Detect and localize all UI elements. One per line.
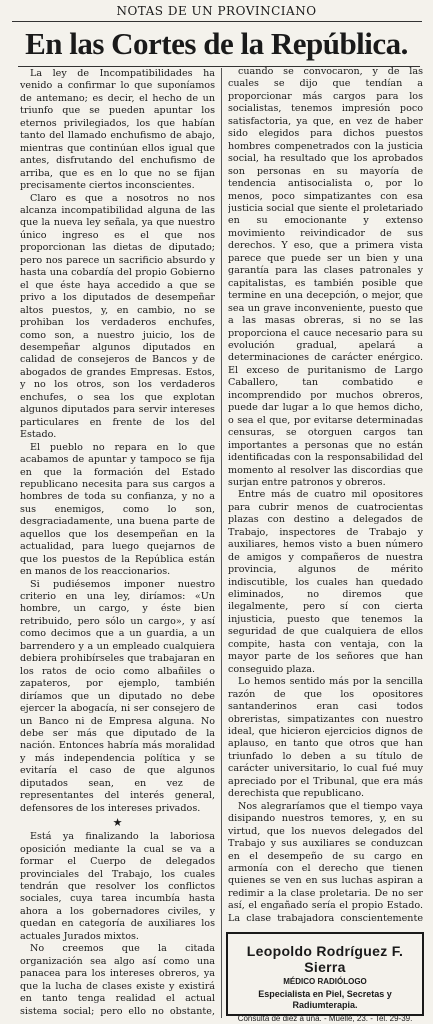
ad-specialty: Especialista en Piel, Secretas y Radiumterapia.: [258, 989, 392, 1010]
right-column: [228, 66, 423, 926]
paragraph: Lo hemos sentido más por la sencilla razón de que los opositores santanderinos eran casi todos obreristas, simpatizantes con nuestro ideal, que hicieron ejercicios dignos de aplauso, en tanto que otros que han triunfado lo deben a su título de carácter universitario, lo cual fué muy apreciado por el Tribunal, que era más derechista que republicano.: [228, 676, 423, 800]
top-rule: [12, 21, 422, 22]
column-divider: [221, 68, 222, 1018]
ad-name: Leopoldo Rodríguez F. Sierra: [246, 943, 404, 975]
ad-address: Consulta de diez a una. - Muelle, 23. - Tel. 29-39.: [237, 1014, 413, 1023]
headline: En las Cortes de la República.: [25, 26, 408, 61]
kicker: NOTAS DE UN PROVINCIANO: [116, 4, 317, 18]
ad-title: MÉDICO RADIÓLOGO: [283, 977, 367, 986]
paragraph: Claro es que a nosotros no nos alcanza incompatibilidad alguna de las que la nueva ley señala, ya que nuestro único ingreso es el que nos proporcionan las dietas de diputado; pero nos parece un sacrificio absurdo y hasta una cobardía del propio Gobierno el que éste haya accedido a que se privo a los diputados de desempeñar altos puestos, y, en cambio, no se prohiban los verdaderos enchufes, como son, a nuestro juicio, los de desempeñar algunos diputados en calidad de consejeros de Bancos y de abogados de grandes Empresas. Estos, y no los otros, son los verdaderos enchufes, o sea los que explotan algunos diputados para servir intereses particulares en frente de los del Estado.: [20, 192, 215, 441]
paragraph: cuando se convocaron, y de las cuales se dijo que tendían a proporcionar más cargos para los socialistas, tenemos impresión poco satisfactoria, ya que, en vez de haber sido elegidos para dichos puestos hombres compenetrados con la justicia social, ha resultado que los aprobados son personas en su mayoría de tendencia antisocialista o, por lo menos, poco simpatizantes con esa justicia social que siente el proletariado en su emocionante y extenso movimiento reivindicador de sus derechos. Y eso, que a primera vista parece que puede ser un bien y una garantía para las clases patronales y capitalistas, es también posible que termine en una decepción, o mejor, que sea un grave inconveniente, puesto que a las masas obreras, si no se las proporciona el cauce necesario para su evolución gradual, apelará a determinaciones de carácter enérgico. El exceso de puritanismo de Largo Caballero, tan combatido e incomprendido por muchos obreros, puede dar lugar a lo que hemos dicho, o sea el que, por evitarse determinadas censuras, se otorguen cargos tan importantes a personas que no están identificadas con la responsabilidad del momento al resolver las discordias que surjan entre patronos y obreros.: [228, 66, 423, 488]
advertisement: [226, 932, 424, 1023]
star-separator: ★: [112, 816, 123, 830]
paragraph: Está ya finalizando la laboriosa oposición mediante la cual se va a formar el Cuerpo de delegados provinciales del Trabajo, los cuales tendrán que resolver los conflictos sociales, cuya tarea incumbía hasta ahora a los gobernadores civiles, y quedan en categoría de auxiliares los actuales Jurados mixtos.: [20, 831, 215, 942]
paragraph: Entre más de cuatro mil opositores para cubrir menos de cuatrocientas plazas con destino a delegados de Trabajo, inspectores de Trabajo y auxiliares, hemos visto a buen número de amigos y compañeros de nuestra provincia, algunos de mérito indiscutible, los cuales han quedado eliminados, no diremos que ilegalmente, pero sí con cierta injusticia, puesto que tenemos la seguridad de que cualquiera de ellos compite, hasta con ventaja, con la mayor parte de los señores que han conseguido plaza.: [228, 489, 423, 675]
paragraph: Nos alegraríamos que el tiempo vaya disipando nuestros temores, y, en su virtud, que los nuevos delegados del Trabajo y sus auxiliares se conduzcan en el desempeño de su cargo en armonía con el derecho que tienen quienes se ven en sus luchas aspiran a redimir a la clase proletaria. De no ser así, el engañado sería el propio Estado. La clase trabajadora conscientemente: [228, 800, 423, 924]
left-column: [20, 68, 215, 1018]
paragraph: La ley de Incompatibilidades ha venido a confirmar lo que suponíamos de antemano; es decir, el hecho de un triunfo que se pueden apuntar los eternos privilegiados, los que habían tanto del llamado enchufismo de abajo, mientras que continúan ellos igual que antes, disfrutando del enchufismo de arriba, que es en lo que no se fijan precisamente ciertos inconscientes.: [20, 68, 215, 192]
paragraph: Si pudiésemos imponer nuestro criterio en una ley, diríamos: «Un hombre, un cargo, y éste bien retribuido, pero sólo un cargo», y así como decimos que a un guardia, a un barrendero y a un empleado cualquiera debiera prohibírseles que trabajaran en los ratos de ocio como albañiles o zapateros, por ejemplo, también diríamos que un diputado no debe ejercer la abogacía, ni ser consejero de un Banco ni de Empresa alguna. No debe ser más que diputado de la nación. Entonces habría más moralidad y más independencia política y se evitaría el caso de que algunos diputados sean, en vez de representantes del interés general, defensores de los intereses privados.: [20, 578, 215, 814]
paragraph: El pueblo no repara en lo que acabamos de apuntar y tampoco se fija en que la formación del Estado republicano necesita para sus cargos a hombres de toda su confianza, y no a sus enemigos, como lo son, desgraciadamente, una buena parte de aquellos que los desempeñan en la actualidad, para luego quejarnos de que los puestos de la República están en manos de los reaccionarios.: [20, 441, 215, 578]
paragraph: No creemos que la citada organización sea algo así como una panacea para los intereses obreros, ya que la lucha de clases existe y existirá en tanto tenga realidad el actual sistema social; pero ello no obstante,: [20, 943, 215, 1017]
